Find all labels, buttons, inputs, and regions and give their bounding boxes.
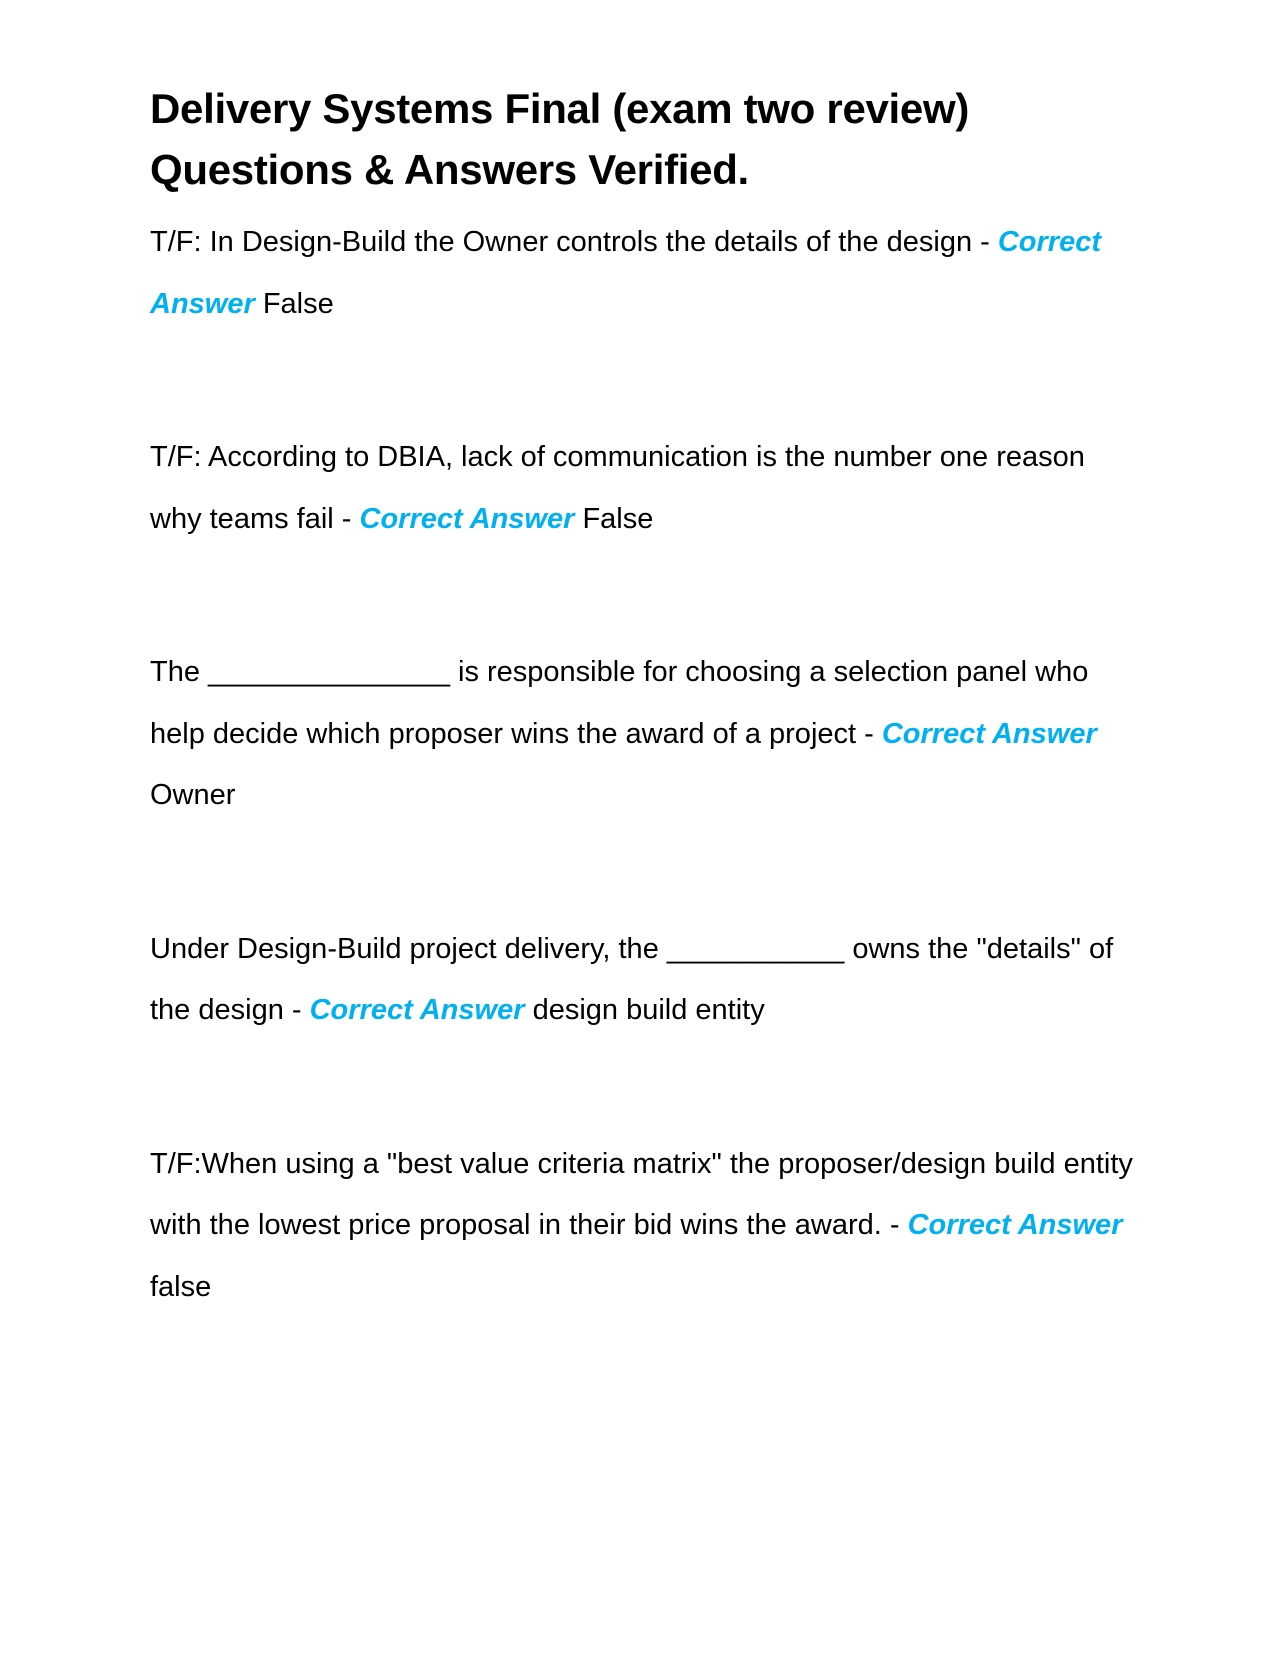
answer-text: false [150, 1270, 212, 1303]
document-content [150, 78, 1135, 1318]
qa-item [150, 1134, 1135, 1319]
qa-item [150, 642, 1135, 827]
question-text: T/F: In Design-Build the Owner controls the details of the design - [150, 226, 990, 258]
question-text: Under Design-Build project delivery, the ___________ owns the "details" of the design - [150, 932, 1114, 1026]
question-text: T/F:When using a "best value criteria matrix" the proposer/design build entity with the lowest price proposal in their bid wins the award. - [150, 1147, 1133, 1241]
correct-answer-label: Correct Answer [309, 994, 525, 1026]
title-line-2: Questions & Answers Verified. [150, 146, 749, 193]
answer-text: False [582, 502, 654, 535]
qa-item [150, 919, 1135, 1042]
answer-text: False [262, 287, 334, 320]
correct-answer-label: Correct Answer [359, 502, 575, 535]
correct-answer-label: Correct Answer [150, 226, 1102, 320]
question-text: The _______________ is responsible for choosing a selection panel who help decide which proposer wins the award of a project - [150, 656, 1089, 750]
document-title [150, 78, 1135, 200]
answer-text: Owner [150, 779, 236, 811]
qa-list [150, 212, 1135, 1318]
title-line-1: Delivery Systems Final (exam two review) [150, 85, 970, 132]
question-text: T/F: According to DBIA, lack of communication is the number one reason why teams fail - [150, 441, 1085, 535]
correct-answer-label: Correct Answer [907, 1209, 1123, 1241]
qa-item [150, 212, 1135, 335]
answer-text: design build entity [532, 994, 765, 1026]
correct-answer-label: Correct Answer [881, 717, 1097, 750]
qa-item [150, 427, 1135, 550]
